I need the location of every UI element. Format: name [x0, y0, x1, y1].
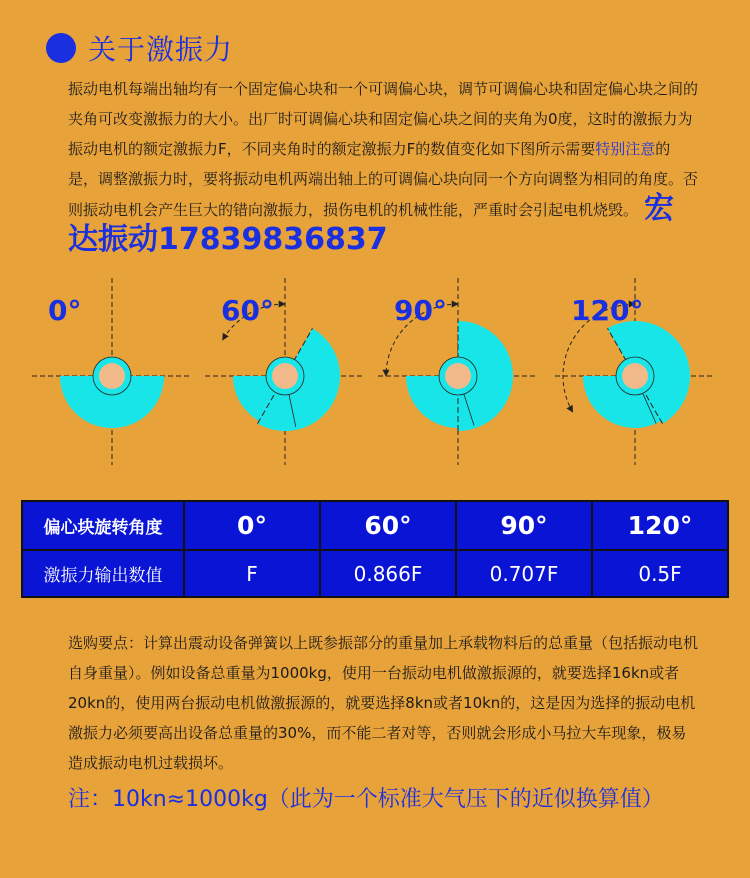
- table-cell-force-0: F: [184, 550, 320, 597]
- intro-text-before: 振动电机每端出轴均有一个固定偏心块和一个可调偏心块，调节可调偏心块和固定偏心块之间的夹角可改变激振力的大小。出厂时可调偏心块和固定偏心块之间的夹角为0度，这时的激振力为振动电机的额定激振力F，不同夹角时的额定激振力F的数值变化如下图所示需要: [68, 80, 699, 158]
- bullet-circle-icon: [46, 33, 76, 63]
- row-label-angle: 偏心块旋转角度: [22, 501, 184, 550]
- table-cell-force-120: 0.5F: [592, 550, 728, 597]
- shaft-hub: [99, 363, 125, 389]
- angle-label-60: 60°: [221, 294, 274, 327]
- table-cell-angle-60: 60°: [320, 501, 456, 550]
- row-label-force: 激振力输出数值: [22, 550, 184, 597]
- table-cell-angle-0: 0°: [184, 501, 320, 550]
- table-cell-angle-120: 120°: [592, 501, 728, 550]
- brand-phone: 宏达振动17839836837: [68, 191, 675, 257]
- table-row-force: [22, 550, 728, 597]
- shaft-hub: [445, 363, 471, 389]
- conversion-footnote: 注：10kn≈1000kg（此为一个标准大气压下的近似换算值）: [68, 787, 664, 812]
- section-title: 关于激振力: [88, 33, 234, 66]
- diagram-panel-120: [555, 278, 715, 465]
- table-cell-force-90: 0.707F: [456, 550, 592, 597]
- table-cell-force-60: 0.866F: [320, 550, 456, 597]
- diagram-panel-0: [32, 278, 192, 465]
- angle-label-120: 120°: [571, 294, 644, 327]
- table-cell-angle-90: 90°: [456, 501, 592, 550]
- intro-highlight: 特别注意: [595, 140, 656, 158]
- eccentric-block-diagram: [0, 270, 750, 470]
- table-row-angle: [22, 501, 728, 550]
- section-header: [46, 28, 233, 68]
- shaft-hub: [272, 363, 298, 389]
- selection-notes: 选购要点：计算出震动设备弹簧以上既参振部分的重量加上承载物料后的总重量（包括振动电机自身重量）。例如设备总重量为1000kg，使用一台振动电机做激振源的，就要选择16kn或者20kn的，使用两台振动电机做激振源的，就要选择8kn或者10kn的，这是因为选择的振动电机激振力必须要高出设备总重量的30%，而不能二者对等，否则就会形成小马拉大车现象，极易造成振动电机过载损坏。: [68, 634, 699, 772]
- force-table: [21, 500, 729, 598]
- intro-text-after: 的是，调整激振力时，要将振动电机两端出轴上的可调偏心块向同一个方向调整为相同的角度。否则振动电机会产生巨大的错向激振力，损伤电机的机械性能，严重时会引起电机烧毁。: [68, 140, 699, 219]
- angle-label-90: 90°: [394, 294, 447, 327]
- diagram-panel-60: [205, 278, 365, 465]
- angle-label-0: 0°: [48, 294, 82, 327]
- shaft-hub: [622, 363, 648, 389]
- diagram-panel-90: [378, 278, 538, 465]
- intro-paragraph: [68, 74, 698, 256]
